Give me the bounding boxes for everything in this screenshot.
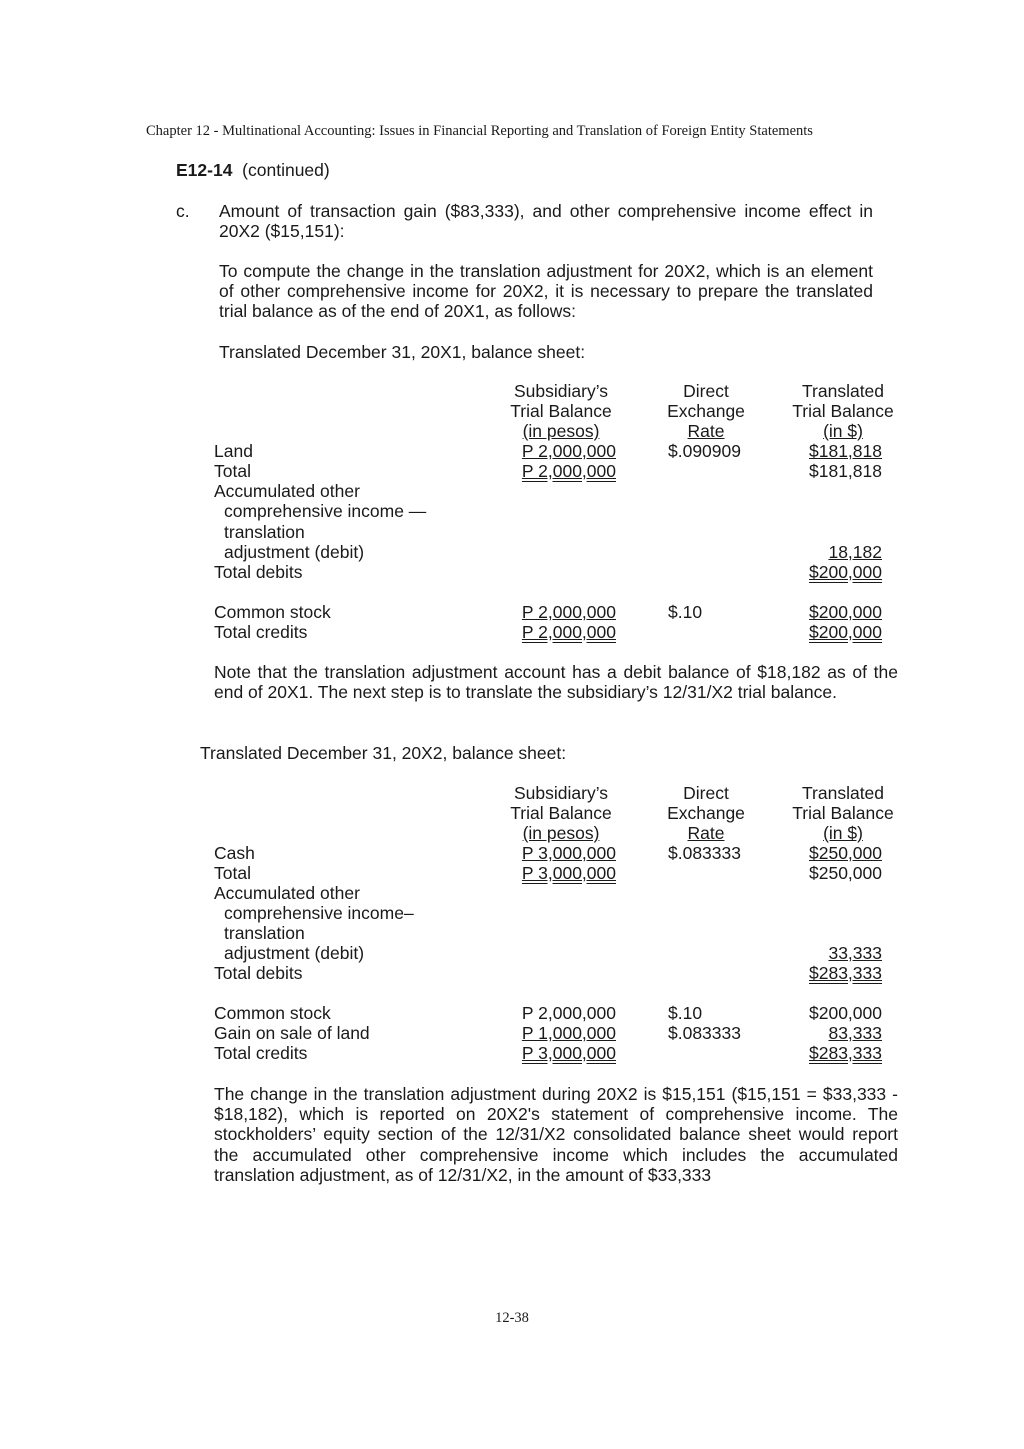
col-rate-h3: Rate (687, 421, 725, 441)
t1-land-rate: $.090909 (668, 441, 741, 461)
t1-total-usd: $181,818 (809, 461, 882, 481)
col-trans-h2: Trial Balance (792, 401, 894, 421)
col-sub-h3: (in pesos) (522, 421, 600, 441)
t1-common-stock-pesos: P 2,000,000 (521, 602, 616, 622)
col-rate-h2: Exchange (667, 401, 745, 421)
col-rate-h1: Direct (683, 381, 729, 401)
t2-cash-usd: $250,000 (809, 843, 882, 863)
t2-aoci-usd: 33,333 (828, 943, 882, 963)
t1-land-pesos: P 2,000,000 (521, 441, 616, 461)
t2-total-label: Total (214, 863, 251, 883)
t2-total-credits-pesos: P 3,000,000 (521, 1043, 616, 1063)
t2-col-sub-h3: (in pesos) (522, 823, 600, 843)
t2-gain-pesos: P 1,000,000 (521, 1023, 616, 1043)
t2-cash-label: Cash (214, 843, 255, 863)
t2-aoci-line1: Accumulated other (214, 883, 360, 903)
note-paragraph: Note that the translation adjustment account has a debit balance of $18,182 as of the end of 20X1. The next step is to translate the subsidiary’s 12/31/X2 trial balance. (214, 662, 898, 703)
t2-cash-pesos: P 3,000,000 (521, 843, 616, 863)
t2-col-trans-h1: Translated (801, 783, 885, 803)
t2-total-credits-usd: $283,333 (809, 1043, 882, 1063)
part-letter: c. (176, 201, 190, 221)
t2-total-usd: $250,000 (809, 863, 882, 883)
t2-col-rate-h2: Exchange (667, 803, 745, 823)
t2-gain-label: Gain on sale of land (214, 1023, 370, 1043)
col-trans-h1: Translated (801, 381, 885, 401)
t2-gain-usd: 83,333 (828, 1023, 882, 1043)
t1-aoci-line2: comprehensive income — (224, 501, 427, 521)
t2-aoci-line4: adjustment (debit) (224, 943, 365, 963)
t1-aoci-line3: translation (224, 522, 305, 542)
t2-gain-rate: $.083333 (668, 1023, 741, 1043)
col-sub-h1: Subsidiary’s (513, 381, 609, 401)
t1-total-pesos: P 2,000,000 (521, 461, 616, 481)
t2-col-trans-h3: (in $) (823, 823, 863, 843)
t2-total-debits-label: Total debits (214, 963, 303, 983)
col-trans-h3: (in $) (823, 421, 863, 441)
t2-common-stock-label: Common stock (214, 1003, 331, 1023)
exercise-suffix: (continued) (242, 160, 330, 180)
t2-common-stock-rate: $.10 (668, 1003, 703, 1023)
t2-col-trans-h2: Trial Balance (792, 803, 894, 823)
t2-total-debits-usd: $283,333 (809, 963, 882, 983)
t2-common-stock-usd: $200,000 (809, 1003, 882, 1023)
t1-common-stock-usd: $200,000 (809, 602, 882, 622)
exercise-id: E12-14 (176, 160, 233, 180)
t1-total-label: Total (214, 461, 251, 481)
table2-title: Translated December 31, 20X2, balance sheet: (200, 743, 567, 763)
t1-aoci-line4: adjustment (debit) (224, 542, 365, 562)
t2-aoci-line2: comprehensive income– (224, 903, 414, 923)
conclusion-paragraph: The change in the translation adjustment during 20X2 is $15,151 ($15,151 = $33,333 - $18,182), which is reported on 20X2's statement of comprehensive income. The stockholders’ equity section of the 12/31/X2 consolidated balance sheet would report the accumulated other comprehensive income which includes the accumulated translation adjustment, as of 12/31/X2, in the amount of $33,333 (214, 1084, 898, 1185)
t1-total-credits-label: Total credits (214, 622, 308, 642)
chapter-header: Chapter 12 - Multinational Accounting: Issues in Financial Reporting and Translation of Foreign Entity Statements (146, 123, 813, 139)
t2-col-rate-h1: Direct (683, 783, 729, 803)
page-number: 12-38 (495, 1310, 529, 1326)
t2-aoci-line3: translation (224, 923, 305, 943)
t2-col-sub-h2: Trial Balance (510, 803, 612, 823)
t1-total-credits-pesos: P 2,000,000 (521, 622, 616, 642)
t1-common-stock-rate: $.10 (668, 602, 703, 622)
col-sub-h2: Trial Balance (510, 401, 612, 421)
t2-col-sub-h1: Subsidiary’s (513, 783, 609, 803)
t2-total-credits-label: Total credits (214, 1043, 308, 1063)
t1-common-stock-label: Common stock (214, 602, 331, 622)
part-heading: Amount of transaction gain ($83,333), and other comprehensive income effect in 20X2 ($15,151): (219, 201, 873, 242)
exercise-title (176, 160, 330, 181)
t1-aoci-line1: Accumulated other (214, 481, 360, 501)
t1-land-usd: $181,818 (809, 441, 882, 461)
t2-cash-rate: $.083333 (668, 843, 741, 863)
table1-title: Translated December 31, 20X1, balance sheet: (219, 342, 586, 362)
intro-paragraph: To compute the change in the translation adjustment for 20X2, which is an element of other comprehensive income for 20X2, it is necessary to prepare the translated trial balance as of the end of 20X1, as follows: (219, 261, 873, 322)
t2-total-pesos: P 3,000,000 (521, 863, 616, 883)
t1-total-debits-label: Total debits (214, 562, 303, 582)
t1-land-label: Land (214, 441, 253, 461)
t2-col-rate-h3: Rate (687, 823, 725, 843)
t1-aoci-usd: 18,182 (828, 542, 882, 562)
t2-common-stock-pesos: P 2,000,000 (521, 1003, 616, 1023)
t1-total-debits-usd: $200,000 (809, 562, 882, 582)
t1-total-credits-usd: $200,000 (809, 622, 882, 642)
